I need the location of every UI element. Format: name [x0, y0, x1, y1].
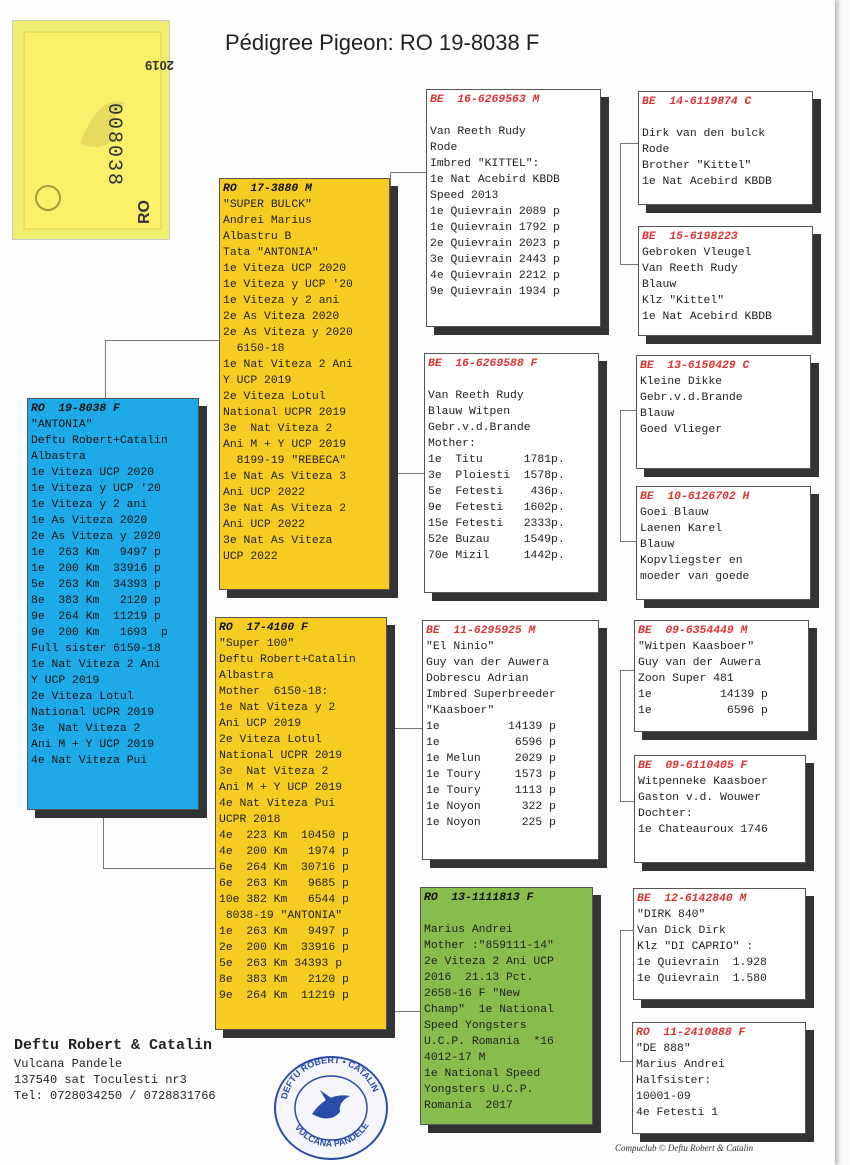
ssd-card — [638, 226, 813, 336]
text-line: 4012-17 M — [424, 1052, 486, 1064]
text-line: Rode — [430, 142, 458, 154]
text-line: Ani UCP 2022 — [223, 519, 306, 531]
text-line: Goed Vlieger — [640, 424, 723, 436]
text-line: 137540 sat Toculesti nr3 — [14, 1073, 187, 1087]
text-line: Deftu Robert+Catalin — [219, 654, 356, 666]
owner-info — [14, 1036, 216, 1104]
text-line: Blauw Witpen — [428, 406, 511, 418]
text-line: 1e Nat As Viteza 3 — [223, 471, 347, 483]
sds-card — [636, 355, 811, 469]
text-line: 4e Nat Viteza Pui — [31, 755, 148, 767]
sss-card — [638, 91, 813, 205]
text-line: Andrei Marius — [223, 215, 312, 227]
text-line: 6e 263 Km 9685 p — [219, 878, 349, 890]
text-line: Imbred "KITTEL": — [430, 158, 540, 170]
text-line: 10001-09 — [636, 1091, 691, 1103]
text-line: 9e 264 Km 11219 p — [31, 611, 161, 623]
card-header: BE 12-6142840 M — [637, 893, 747, 905]
text-line: Van Reeth Rudy — [642, 263, 738, 275]
card-lines — [223, 197, 386, 565]
text-line: 15e Fetesti 2333p. — [428, 518, 565, 530]
text-line: 2e Viteza Lotul — [223, 391, 326, 403]
text-line: 4e Nat Viteza Pui — [219, 798, 336, 810]
text-line: 1e Viteza UCP 2020 — [31, 467, 155, 479]
sire-sire-card — [426, 89, 601, 327]
text-line: Kleine Dikke — [640, 376, 723, 388]
card-lines — [642, 110, 809, 190]
text-line: 6e 264 Km 30716 p — [219, 862, 349, 874]
text-line: 8e 383 Km 2120 p — [31, 595, 161, 607]
ring-country: RO — [136, 200, 153, 224]
text-line: Speed 2013 — [430, 190, 499, 202]
card-lines — [638, 774, 802, 838]
text-line: Halfsister: — [636, 1075, 712, 1087]
text-line: Brother "Kittel" — [642, 160, 752, 172]
text-line: 52e Buzau 1549p. — [428, 534, 565, 546]
stamp-bottom-text: VULCANA PANDELE — [292, 1120, 371, 1149]
text-line: 4e 200 Km 1974 p — [219, 846, 349, 858]
dam-dam-card — [420, 887, 593, 1125]
ring-certificate-label — [12, 20, 174, 240]
text-line: 2e As Viteza y 2020 — [31, 531, 161, 543]
text-line: 5e 263 Km 34393 p — [219, 958, 343, 970]
text-line: Albastru B — [223, 231, 292, 243]
text-line: 10e 382 Km 6544 p — [219, 894, 349, 906]
text-line: "ANTONIA" — [31, 419, 93, 431]
text-line: 2e 200 Km 33916 p — [219, 942, 349, 954]
text-line: Gebr.v.d.Brande — [428, 422, 531, 434]
text-line: Klz "Kittel" — [642, 295, 725, 307]
text-line: 1e 14139 p — [638, 689, 768, 701]
text-line: National UCPR 2019 — [31, 707, 155, 719]
text-line: 6150-18 — [223, 343, 285, 355]
card-lines — [428, 372, 595, 564]
seal-icon — [33, 183, 63, 213]
text-line: Imbred Superbreeder — [426, 689, 556, 701]
ring-year: 2019 — [145, 58, 174, 73]
text-line: 1e Nat Acebird KBDB — [642, 176, 772, 188]
text-line: Ani M + Y UCP 2019 — [219, 782, 343, 794]
text-line: 1e 6596 p — [426, 737, 556, 749]
text-line: 1e Toury 1573 p — [426, 769, 556, 781]
text-line: Romania 2017 — [424, 1100, 513, 1112]
text-line: 8038-19 "ANTONIA" — [219, 910, 343, 922]
text-line: 2e Quievrain 2023 p — [430, 238, 560, 250]
text-line: Van Reeth Rudy — [430, 126, 526, 138]
card-lines — [640, 374, 807, 438]
text-line: "El Ninio" — [426, 641, 495, 653]
card-lines — [636, 1041, 802, 1121]
text-line: Gaston v.d. Wouwer — [638, 792, 762, 804]
text-line: Goei Blauw — [640, 507, 709, 519]
text-line: UCPR 2018 — [219, 814, 281, 826]
text-line: 1e Viteza y 2 ani — [31, 499, 148, 511]
text-line: Ani M + Y UCP 2019 — [223, 439, 347, 451]
text-line: 1e Viteza UCP 2020 — [223, 263, 347, 275]
text-line: U.C.P. Romania *16 — [424, 1036, 554, 1048]
text-line: Marius Andrei — [424, 924, 513, 936]
text-line: 8199-19 "REBECA" — [223, 455, 347, 467]
card-header: RO 13-1111813 F — [424, 892, 534, 904]
text-line: Mother: — [428, 438, 476, 450]
text-line: 2e Viteza 2 Ani UCP — [424, 956, 554, 968]
text-line: Blauw — [640, 408, 675, 420]
card-lines — [430, 108, 597, 300]
text-line: Champ" 1e National — [424, 1004, 554, 1016]
text-line: Gebr.v.d.Brande — [640, 392, 743, 404]
text-line: 1e Quievrain 1792 p — [430, 222, 560, 234]
text-line: 4e Fetesti 1 — [636, 1107, 719, 1119]
text-line: 3e Nat Viteza 2 — [223, 423, 333, 435]
sire-dam-card — [424, 353, 599, 593]
text-line: 1e 14139 p — [426, 721, 556, 733]
text-line: Dochter: — [638, 808, 693, 820]
text-line: 3e Nat Viteza 2 — [219, 766, 329, 778]
card-lines — [219, 636, 383, 1004]
text-line: National UCPR 2019 — [223, 407, 347, 419]
connector-line — [103, 808, 218, 869]
text-line: 70e Mizil 1442p. — [428, 550, 565, 562]
text-line: "Kaasboer" — [426, 705, 495, 717]
card-header: RO 11-2410888 F — [636, 1027, 746, 1039]
sdd-card — [636, 486, 811, 600]
certificate-inner — [23, 31, 174, 230]
card-header: RO 17-3880 M — [223, 183, 312, 195]
text-line: Y UCP 2019 — [31, 675, 100, 687]
text-line: 1e Quievrain 1.928 — [637, 957, 767, 969]
text-line: 1e Quievrain 1.580 — [637, 973, 767, 985]
text-line: 1e Titu 1781p. — [428, 454, 565, 466]
text-line: Full sister 6150-18 — [31, 643, 161, 655]
text-line: 1e Nat Viteza 2 Ani — [223, 359, 353, 371]
dsd-card — [634, 755, 806, 863]
owner-address — [14, 1056, 216, 1104]
text-line — [642, 110, 809, 126]
text-line: 1e As Viteza 2020 — [31, 515, 148, 527]
text-line: Yongsters U.C.P. — [424, 1084, 534, 1096]
text-line: 4e 223 Km 10450 p — [219, 830, 349, 842]
text-line: 1e 263 Km 9497 p — [31, 547, 161, 559]
card-header: BE 13-6150429 C — [640, 360, 750, 372]
text-line: Blauw — [642, 279, 677, 291]
text-line: 3e Ploiesti 1578p. — [428, 470, 565, 482]
text-line: 1e 200 Km 33916 p — [31, 563, 161, 575]
text-line: 1e Noyon 225 p — [426, 817, 556, 829]
text-line: 1e Nat Acebird KBDB — [642, 311, 772, 323]
card-header: BE 11-6295925 M — [426, 625, 536, 637]
text-line: Vulcana Pandele — [14, 1057, 123, 1071]
text-line: 9e 264 Km 11219 p — [219, 990, 349, 1002]
text-line: Van Reeth Rudy — [428, 390, 524, 402]
text-line: Mother 6150-18: — [219, 686, 329, 698]
text-line: 1e Nat Viteza 2 Ani — [31, 659, 161, 671]
text-line: "Witpen Kaasboer" — [638, 641, 755, 653]
text-line: 1e Viteza y UCP '20 — [31, 483, 161, 495]
text-line: Rode — [642, 144, 670, 156]
dss-card — [634, 620, 809, 732]
dds-card — [633, 888, 806, 1000]
text-line: 9e 200 Km 1693 p — [31, 627, 168, 639]
text-line: 3e Nat As Viteza — [223, 535, 333, 547]
text-line: Dobrescu Adrian — [426, 673, 529, 685]
text-line: 2e As Viteza 2020 — [223, 311, 340, 323]
text-line: Gebroken Vleugel — [642, 247, 752, 259]
text-line: Mother :"859111-14" — [424, 940, 554, 952]
text-line: Tel: 0728034250 / 0728831766 — [14, 1089, 216, 1103]
text-line — [430, 108, 597, 124]
owner-name: Deftu Robert & Catalin — [14, 1037, 213, 1054]
card-header: BE 10-6126702 H — [640, 491, 750, 503]
text-line: Tata "ANTONIA" — [223, 247, 319, 259]
text-line: Kopvliegster en — [640, 555, 743, 567]
card-lines — [638, 639, 805, 719]
text-line: 2658-16 F "New — [424, 988, 520, 1000]
text-line: 1e 6596 p — [638, 705, 768, 717]
text-line: Speed Yongsters — [424, 1020, 527, 1032]
text-line: Ani UCP 2019 — [219, 718, 302, 730]
text-line: 5e Fetesti 436p. — [428, 486, 565, 498]
pigeon-card — [27, 398, 199, 810]
card-header: BE 14-6119874 C — [642, 96, 752, 108]
card-lines — [424, 906, 589, 1114]
text-line: 1e 263 Km 9497 p — [219, 926, 349, 938]
text-line: Ani UCP 2022 — [223, 487, 306, 499]
text-line: 1e Quievrain 2089 p — [430, 206, 560, 218]
text-line: National UCPR 2019 — [219, 750, 343, 762]
text-line: 1e Nat Acebird KBDB — [430, 174, 560, 186]
text-line: "SUPER BULCK" — [223, 199, 312, 211]
footer-credit: Compuclub © Deftu Robert & Catalin — [615, 1143, 754, 1153]
text-line: 2e Viteza Lotul — [219, 734, 322, 746]
text-line: moeder van goede — [640, 571, 750, 583]
card-lines — [637, 907, 802, 987]
text-line: Marius Andrei — [636, 1059, 725, 1071]
connector-line — [390, 172, 427, 474]
text-line: Laenen Karel — [640, 523, 723, 535]
ring-number: 008038 — [102, 103, 125, 188]
text-line: 1e Viteza y UCP '20 — [223, 279, 353, 291]
text-line: UCP 2022 — [223, 551, 278, 563]
text-line: 3e Quievrain 2443 p — [430, 254, 560, 266]
text-line: 1e National Speed — [424, 1068, 541, 1080]
text-line: 8e 383 Km 2120 p — [219, 974, 349, 986]
text-line: Y UCP 2019 — [223, 375, 292, 387]
card-lines — [642, 245, 809, 325]
text-line: 1e Chateauroux 1746 — [638, 824, 768, 836]
text-line: 2016 21.13 Pct. — [424, 972, 534, 984]
text-line: "Super 100" — [219, 638, 295, 650]
text-line: 4e Quievrain 2212 p — [430, 270, 560, 282]
card-header: BE 15-6198223 — [642, 231, 738, 243]
text-line: 3e Nat As Viteza 2 — [223, 503, 347, 515]
stamp-top-text: DEFTU ROBERT • CATALIN — [278, 1054, 381, 1101]
text-line: 1e Noyon 322 p — [426, 801, 556, 813]
text-line: "DIRK 840" — [637, 909, 706, 921]
card-lines — [640, 505, 807, 585]
card-header: BE 16-6269588 F — [428, 358, 538, 370]
text-line: Albastra — [219, 670, 274, 682]
text-line: Guy van der Auwera — [426, 657, 550, 669]
card-lines — [31, 417, 195, 769]
card-header: BE 09-6354449 M — [638, 625, 748, 637]
card-header: RO 19-8038 F — [31, 403, 120, 415]
text-line: Van Dick Dirk — [637, 925, 726, 937]
text-line — [428, 372, 595, 388]
card-header: BE 09-6110405 F — [638, 760, 748, 772]
page-title: Pédigree Pigeon: RO 19-8038 F — [225, 30, 540, 55]
text-line: "DE 888" — [636, 1043, 691, 1055]
connector-line — [620, 670, 635, 802]
text-line: Albastra — [31, 451, 86, 463]
text-line — [424, 906, 589, 922]
dam-sire-card — [422, 620, 599, 860]
dam-card — [215, 617, 387, 1030]
text-line: 2e Viteza Lotul — [31, 691, 134, 703]
text-line: 1e Nat Viteza y 2 — [219, 702, 336, 714]
owner-stamp — [272, 1052, 390, 1160]
connector-line — [620, 143, 639, 265]
text-line: Witpenneke Kaasboer — [638, 776, 768, 788]
text-line: Guy van der Auwera — [638, 657, 762, 669]
text-line: Klz "DI CAPRIO" : — [637, 941, 754, 953]
text-line: 9e Quievrain 1934 p — [430, 286, 560, 298]
card-header: RO 17-4100 F — [219, 622, 308, 634]
text-line: Ani M + Y UCP 2019 — [31, 739, 155, 751]
text-line: 9e Fetesti 1602p. — [428, 502, 565, 514]
text-line: 5e 263 Km 34393 p — [31, 579, 161, 591]
text-line: 1e Melun 2029 p — [426, 753, 556, 765]
text-line: 1e Toury 1113 p — [426, 785, 556, 797]
text-line: 1e Viteza y 2 ani — [223, 295, 340, 307]
card-lines — [426, 639, 595, 831]
card-header: BE 16-6269563 M — [430, 94, 540, 106]
text-line: 3e Nat Viteza 2 — [31, 723, 141, 735]
ddd-card — [632, 1022, 806, 1134]
text-line: Zoon Super 481 — [638, 673, 734, 685]
text-line: Dirk van den bulck — [642, 128, 766, 140]
sire-card — [219, 178, 390, 590]
connector-line — [105, 340, 221, 399]
text-line: 2e As Viteza y 2020 — [223, 327, 353, 339]
text-line: Blauw — [640, 539, 675, 551]
text-line: Deftu Robert+Catalin — [31, 435, 168, 447]
